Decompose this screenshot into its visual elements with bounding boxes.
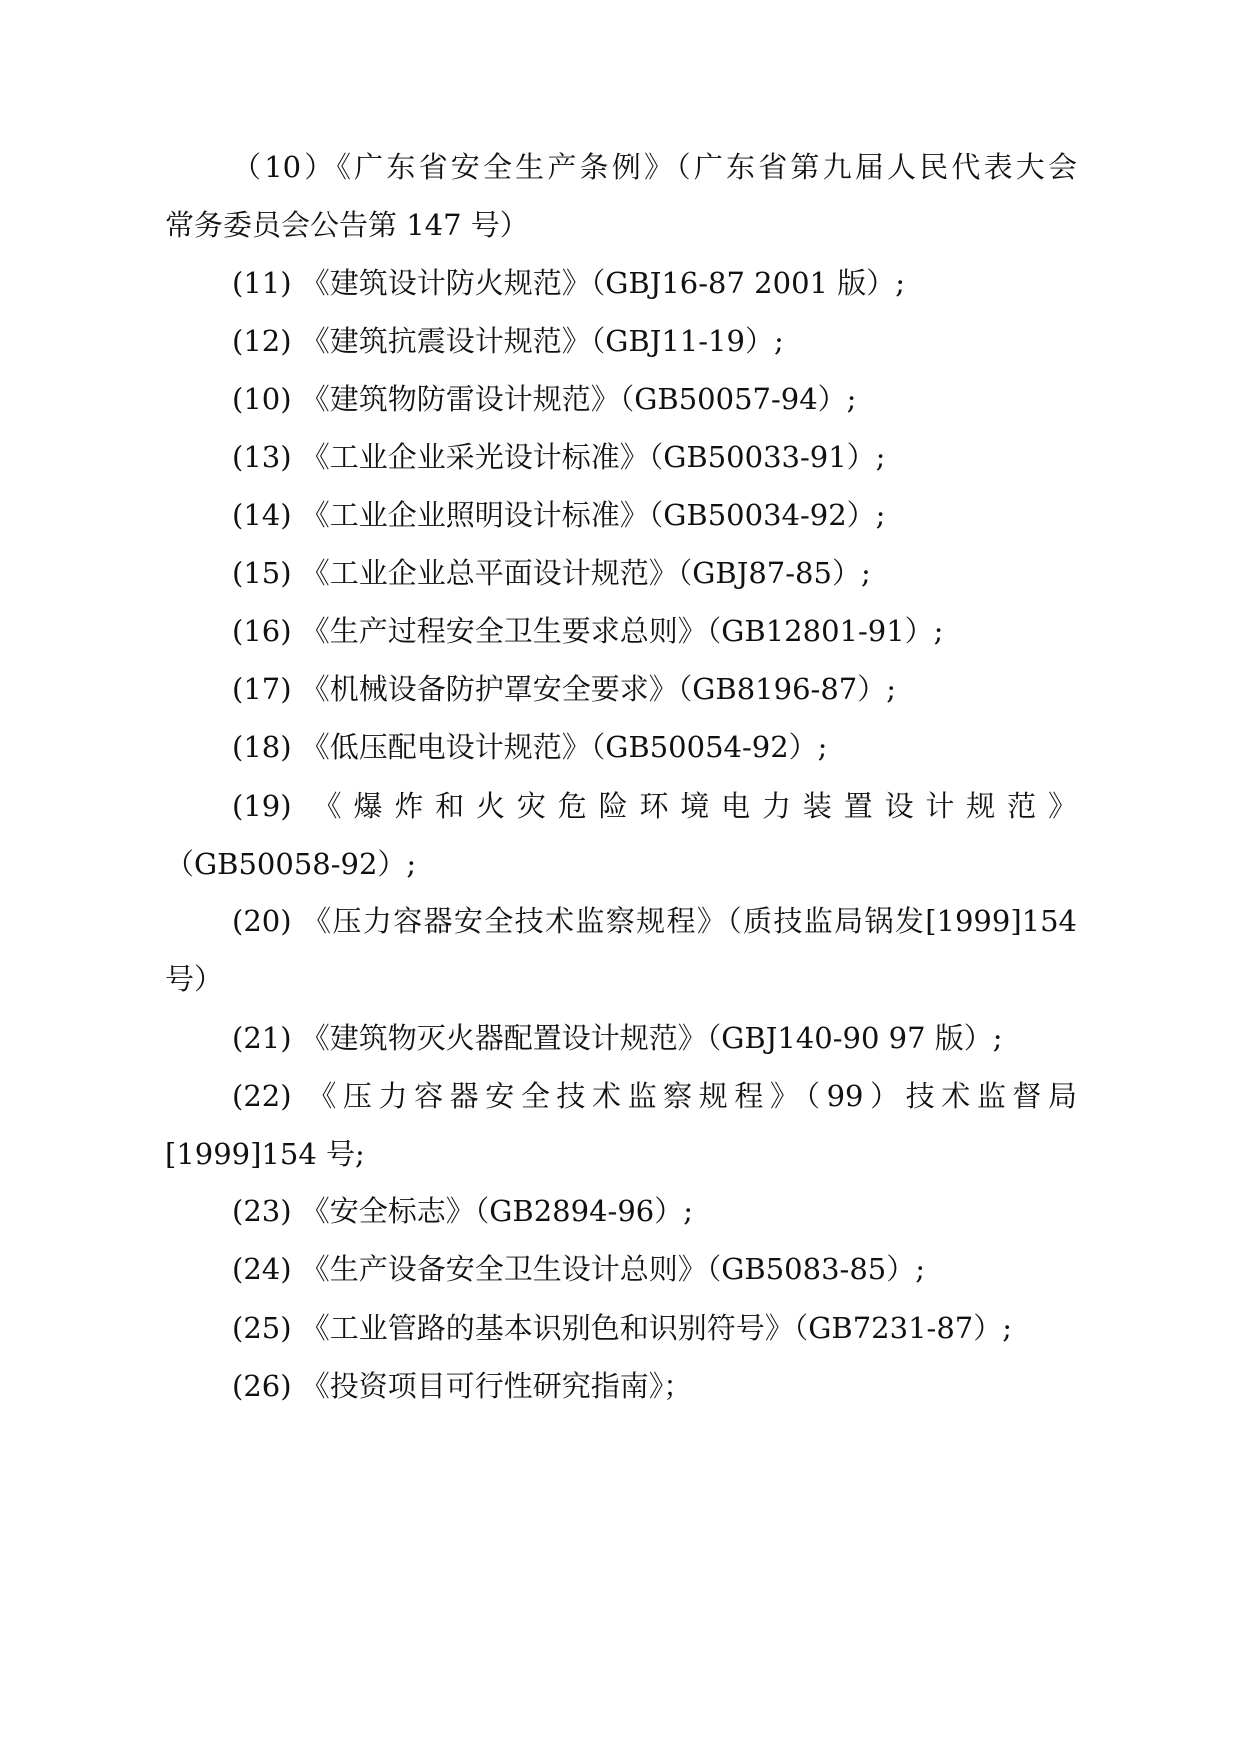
reference-item-22-continued: [1999]154 号; — [165, 1137, 365, 1171]
reference-item-10: （10）《广东省安全生产条例》（广东省第九届人民代表大会 — [232, 150, 1077, 184]
reference-item-23: (23) 《安全标志》（GB2894-96）; — [232, 1194, 693, 1228]
reference-item-10-lightning: (10) 《建筑物防雷设计规范》（GB50057-94）; — [232, 382, 857, 416]
reference-item-18: (18) 《低压配电设计规范》（GB50054-92）; — [232, 730, 828, 764]
reference-item-20: (20) 《压力容器安全技术监察规程》（质技监局锅发[1999]154 — [232, 904, 1077, 938]
reference-item-13: (13) 《工业企业采光设计标准》（GB50033-91）; — [232, 440, 886, 474]
reference-item-21: (21) 《建筑物灭火器配置设计规范》（GBJ140-90 97 版）; — [232, 1021, 1003, 1055]
reference-item-26: (26) 《投资项目可行性研究指南》； — [232, 1369, 693, 1403]
reference-item-10-continued: 常务委员会公告第 147 号） — [165, 208, 529, 242]
reference-item-17: (17) 《机械设备防护罩安全要求》（GB8196-87）; — [232, 672, 896, 706]
reference-item-24: (24) 《生产设备安全卫生设计总则》（GB5083-85）; — [232, 1252, 925, 1286]
reference-item-22: (22) 《压力容器安全技术监察规程》（99）技术监督局 — [232, 1079, 1077, 1113]
reference-item-14: (14) 《工业企业照明设计标准》（GB50034-92）; — [232, 498, 886, 532]
reference-item-19-continued: （GB50058-92）; — [165, 847, 417, 881]
reference-item-25: (25) 《工业管路的基本识别色和识别符号》（GB7231-87）; — [232, 1311, 1012, 1345]
reference-item-19: (19) 《爆炸和火灾危险环境电力装置设计规范》 — [232, 789, 1077, 823]
reference-item-12: (12) 《建筑抗震设计规范》（GBJ11-19）; — [232, 324, 784, 358]
reference-item-20-continued: 号） — [165, 962, 224, 996]
reference-item-16: (16) 《生产过程安全卫生要求总则》（GB12801-91）; — [232, 614, 944, 648]
reference-item-11: (11) 《建筑设计防火规范》（GBJ16-87 2001 版）; — [232, 266, 905, 300]
reference-item-15: (15) 《工业企业总平面设计规范》（GBJ87-85）; — [232, 556, 871, 590]
